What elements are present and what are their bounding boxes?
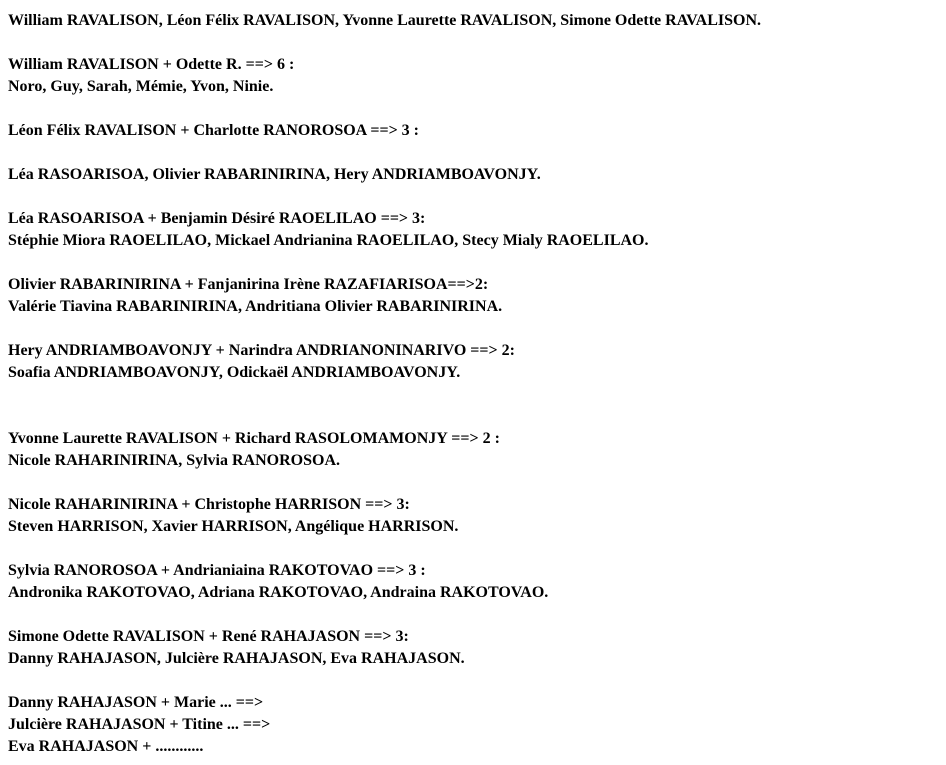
union-line: Yvonne Laurette RAVALISON + Richard RASOLOMAMONJY ==> 2 : — [8, 430, 500, 447]
children-line: Noro, Guy, Sarah, Mémie, Yvon, Ninie. — [8, 78, 274, 95]
union-line: Eva RAHAJASON + ............ — [8, 738, 204, 755]
blank-line — [8, 670, 942, 692]
family-overview-line: William RAVALISON, Léon Félix RAVALISON, Yvonne Laurette RAVALISON, Simone Odette RAVALISON. — [8, 12, 762, 29]
children-line: Soafia ANDRIAMBOAVONJY, Odickaël ANDRIAMBOAVONJY. — [8, 364, 461, 381]
blank-line — [8, 186, 942, 208]
children-line: Danny RAHAJASON, Julcière RAHAJASON, Eva RAHAJASON. — [8, 650, 465, 667]
children-line: Steven HARRISON, Xavier HARRISON, Angélique HARRISON. — [8, 518, 459, 535]
union-line: Julcière RAHAJASON + Titine ... ==> — [8, 716, 271, 733]
blank-line — [8, 604, 942, 626]
blank-line — [8, 98, 942, 120]
blank-line — [8, 384, 942, 406]
children-line: Nicole RAHARINIRINA, Sylvia RANOROSOA. — [8, 452, 341, 469]
children-line: Valérie Tiavina RABARINIRINA, Andritiana Olivier RABARINIRINA. — [8, 298, 503, 315]
blank-line — [8, 472, 942, 494]
document-body — [8, 10, 942, 758]
union-line: Nicole RAHARINIRINA + Christophe HARRISON ==> 3: — [8, 496, 410, 513]
blank-line — [8, 32, 942, 54]
blank-line — [8, 252, 942, 274]
union-line: Olivier RABARINIRINA + Fanjanirina Irène RAZAFIARISOA==>2: — [8, 276, 489, 293]
union-line: Hery ANDRIAMBOAVONJY + Narindra ANDRIANONINARIVO ==> 2: — [8, 342, 515, 359]
blank-line — [8, 538, 942, 560]
union-line: Léon Félix RAVALISON + Charlotte RANOROSOA ==> 3 : — [8, 122, 420, 139]
blank-line — [8, 142, 942, 164]
children-line: Léa RASOARISOA, Olivier RABARINIRINA, Hery ANDRIAMBOAVONJY. — [8, 166, 541, 183]
union-line: Danny RAHAJASON + Marie ... ==> — [8, 694, 264, 711]
union-line: Simone Odette RAVALISON + René RAHAJASON ==> 3: — [8, 628, 409, 645]
union-line: Léa RASOARISOA + Benjamin Désiré RAOELILAO ==> 3: — [8, 210, 426, 227]
blank-line — [8, 406, 942, 428]
children-line: Andronika RAKOTOVAO, Adriana RAKOTOVAO, Andraina RAKOTOVAO. — [8, 584, 549, 601]
union-line: William RAVALISON + Odette R. ==> 6 : — [8, 56, 295, 73]
children-line: Stéphie Miora RAOELILAO, Mickael Andrianina RAOELILAO, Stecy Mialy RAOELILAO. — [8, 232, 649, 249]
blank-line — [8, 318, 942, 340]
union-line: Sylvia RANOROSOA + Andrianiaina RAKOTOVAO ==> 3 : — [8, 562, 426, 579]
